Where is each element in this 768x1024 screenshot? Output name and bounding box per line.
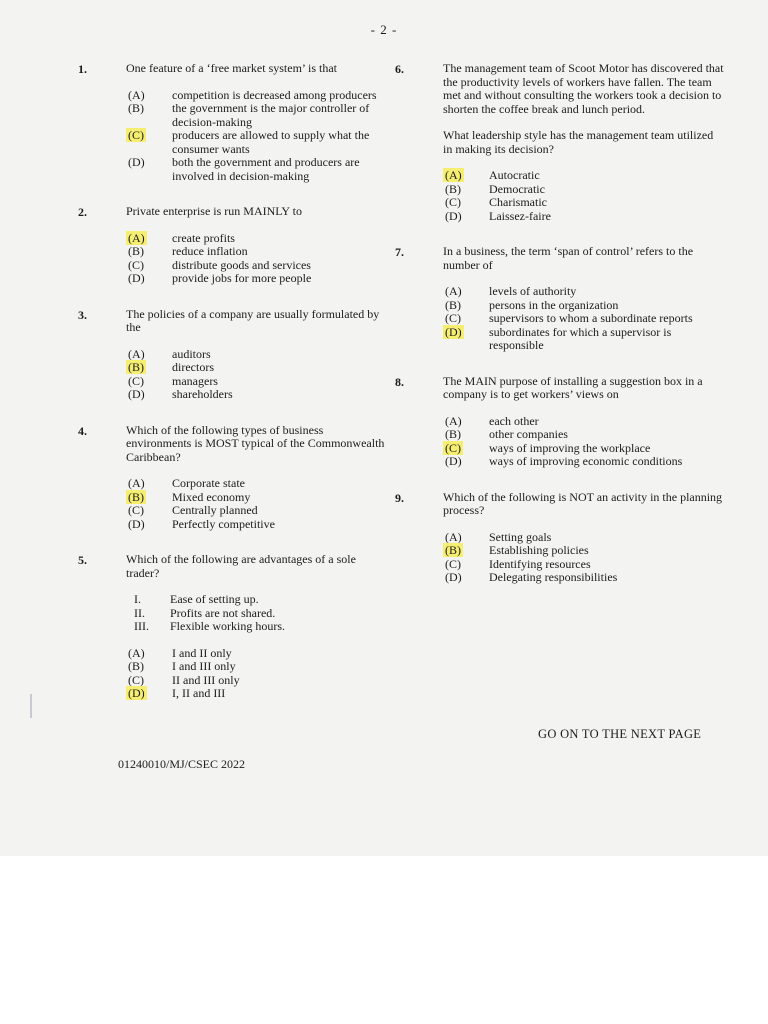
answer-option — [126, 687, 388, 701]
question-number: 7. — [395, 245, 404, 259]
option-letter: (C) — [128, 128, 144, 142]
question-stem: Private enterprise is run MAINLY to — [126, 204, 302, 218]
option-text: Setting goals — [489, 529, 552, 544]
option-label — [443, 558, 489, 572]
answer-option — [443, 183, 725, 197]
option-text: persons in the organization — [489, 297, 619, 312]
option-label — [126, 504, 172, 518]
highlighted-option-label — [443, 544, 489, 558]
answer-option — [126, 361, 388, 375]
option-label — [126, 477, 172, 491]
option-label — [126, 388, 172, 402]
question-number: 6. — [395, 62, 404, 76]
option-letter: (D) — [128, 387, 145, 401]
question-number: 2. — [78, 205, 87, 219]
question-4 — [78, 424, 388, 532]
option-letter: (A) — [445, 168, 462, 182]
highlighted-option-label — [443, 326, 489, 340]
option-letter: (B) — [128, 101, 144, 115]
option-label — [443, 415, 489, 429]
answer-option — [443, 531, 725, 545]
option-text: each other — [489, 413, 539, 428]
option-text: competition is decreased among producers — [172, 87, 377, 102]
answer-option — [443, 210, 725, 224]
answer-option — [126, 129, 388, 156]
option-text: II and III only — [172, 672, 240, 687]
option-letter: (B) — [445, 543, 461, 557]
statement-item — [126, 607, 388, 621]
question-body — [126, 62, 388, 183]
answer-option — [126, 647, 388, 661]
answer-option — [126, 102, 388, 129]
option-label — [443, 299, 489, 313]
statement-text: Flexible working hours. — [170, 619, 285, 633]
answer-option — [443, 326, 725, 353]
option-label — [443, 196, 489, 210]
statement-list — [126, 593, 388, 634]
option-text: Autocratic — [489, 168, 540, 182]
answer-option — [443, 415, 725, 429]
option-text: subordinates for which a supervisor is responsible — [489, 324, 672, 352]
option-label — [126, 647, 172, 661]
option-text: provide jobs for more people — [172, 271, 312, 285]
option-text: Perfectly competitive — [172, 516, 275, 531]
answer-option — [443, 544, 725, 558]
question-body — [443, 245, 725, 353]
option-letter: (C) — [128, 503, 144, 517]
option-list — [126, 477, 388, 531]
answer-option — [126, 232, 388, 246]
right-column — [395, 62, 725, 607]
answer-option — [126, 477, 388, 491]
option-letter: (B) — [128, 360, 144, 374]
question-number: 4. — [78, 423, 87, 438]
option-text: I and III only — [172, 659, 236, 673]
option-text: Charismatic — [489, 195, 547, 209]
question-stem: One feature of a ‘free market system’ is that — [126, 61, 338, 75]
statement-label: III. — [134, 619, 149, 633]
answer-option — [126, 388, 388, 402]
statement-text: Profits are not shared. — [170, 605, 276, 620]
option-letter: (D) — [445, 324, 462, 339]
option-label — [126, 674, 172, 688]
option-label — [443, 455, 489, 469]
answer-option — [443, 571, 725, 585]
highlighted-option-label — [126, 687, 172, 701]
option-list — [126, 647, 388, 701]
option-text: I and II only — [172, 645, 232, 660]
question-stem: The management team of Scoot Motor has discovered that the productivity levels of workers have fallen. The team met and without consulting the workers took a decision to shorten the coffee break and lunch period. — [443, 61, 724, 116]
option-label — [443, 312, 489, 326]
option-list — [443, 531, 725, 585]
option-letter: (B) — [128, 244, 144, 258]
statement-text: Ease of setting up. — [170, 592, 259, 606]
question-6 — [395, 62, 725, 223]
question-number: 8. — [395, 374, 404, 389]
question-8 — [395, 375, 725, 469]
option-text: create profits — [172, 230, 235, 245]
question-stem: Which of the following are advantages of a sole trader? — [126, 552, 356, 580]
question-number: 9. — [395, 490, 404, 505]
option-list — [443, 169, 725, 223]
option-text: both the government and producers are involved in decision-making — [172, 155, 360, 183]
option-letter: (D) — [445, 208, 462, 223]
option-text: ways of improving economic conditions — [489, 454, 683, 468]
option-letter: (A) — [445, 284, 462, 298]
question-body — [126, 553, 388, 701]
question-3 — [78, 308, 388, 402]
statement-item — [126, 593, 388, 607]
question-body — [126, 205, 388, 286]
question-7 — [395, 245, 725, 353]
option-list — [443, 415, 725, 469]
answer-option — [443, 285, 725, 299]
option-label — [126, 259, 172, 273]
option-letter: (C) — [445, 311, 461, 325]
option-label — [126, 156, 172, 170]
option-label — [126, 660, 172, 674]
question-stem-continued: What leadership style has the management team utilized in making its decision? — [443, 128, 714, 156]
option-label — [443, 285, 489, 299]
option-letter: (C) — [445, 556, 461, 571]
highlighted-option-label — [126, 491, 172, 505]
option-letter: (B) — [128, 659, 144, 673]
option-label — [126, 375, 172, 389]
question-number: 1. — [78, 62, 87, 76]
answer-option — [126, 245, 388, 259]
option-text: auditors — [172, 346, 211, 361]
go-on-next-page-text: GO ON TO THE NEXT PAGE — [538, 727, 702, 741]
question-stem: In a business, the term ‘span of control’ refers to the number of — [443, 244, 694, 272]
option-text: Delegating responsibilities — [489, 570, 618, 584]
answer-option — [443, 455, 725, 469]
question-number: 5. — [78, 553, 87, 567]
option-letter: (C) — [128, 257, 144, 272]
option-text: directors — [172, 360, 214, 374]
statement-label: I. — [134, 592, 141, 606]
option-label — [443, 571, 489, 585]
option-letter: (C) — [445, 440, 461, 455]
option-list — [126, 348, 388, 402]
highlighted-option-label — [443, 169, 489, 183]
page-number: - 2 - — [370, 22, 398, 37]
answer-option — [443, 312, 725, 326]
option-letter: (D) — [445, 570, 462, 584]
answer-option — [443, 196, 725, 210]
option-letter: (D) — [128, 686, 145, 700]
left-column — [78, 62, 388, 723]
option-text: Democratic — [489, 181, 545, 196]
option-letter: (D) — [445, 454, 462, 468]
question-9 — [395, 491, 725, 585]
option-letter: (B) — [128, 489, 144, 504]
answer-option — [126, 348, 388, 362]
option-letter: (A) — [128, 645, 145, 660]
question-stem: Which of the following types of business environments is MOST typical of the Commonwealth Caribbean? — [126, 422, 385, 464]
option-label — [443, 210, 489, 224]
option-text: producers are allowed to supply what the consumer wants — [172, 128, 370, 156]
question-stem: The policies of a company are usually formulated by the — [126, 306, 380, 334]
option-letter: (A) — [128, 476, 145, 490]
option-text: I, II and III — [172, 686, 226, 700]
option-letter: (B) — [445, 181, 461, 196]
question-2 — [78, 205, 388, 286]
option-text: Identifying resources — [489, 556, 591, 571]
option-text: the government is the major controller of decision-making — [172, 101, 370, 129]
option-letter: (D) — [128, 516, 145, 531]
option-list — [443, 285, 725, 353]
option-letter: (B) — [445, 297, 461, 312]
question-body — [126, 424, 388, 532]
option-letter: (C) — [128, 373, 144, 388]
option-list — [126, 232, 388, 286]
highlighted-option-label — [126, 232, 172, 246]
answer-option — [126, 272, 388, 286]
option-list — [126, 89, 388, 184]
question-body — [443, 375, 725, 469]
option-text: Establishing policies — [489, 543, 589, 557]
option-label — [126, 89, 172, 103]
option-label — [443, 428, 489, 442]
option-letter: (A) — [445, 529, 462, 544]
answer-option — [126, 491, 388, 505]
statement-label: II. — [134, 605, 145, 620]
answer-option — [443, 442, 725, 456]
answer-option — [126, 660, 388, 674]
option-label — [126, 518, 172, 532]
answer-option — [126, 518, 388, 532]
answer-option — [126, 156, 388, 183]
answer-option — [443, 299, 725, 313]
option-letter: (A) — [128, 230, 145, 245]
answer-option — [126, 375, 388, 389]
statement-item — [126, 620, 388, 634]
highlighted-option-label — [443, 442, 489, 456]
option-text: ways of improving the workplace — [489, 440, 651, 455]
option-label — [443, 183, 489, 197]
option-label — [126, 272, 172, 286]
highlighted-option-label — [126, 361, 172, 375]
option-label — [126, 102, 172, 116]
paper-code: 01240010/MJ/CSEC 2022 — [118, 757, 246, 771]
question-5 — [78, 553, 388, 701]
question-stem: Which of the following is NOT an activity in the planning process? — [443, 489, 723, 517]
option-label — [443, 531, 489, 545]
option-text: supervisors to whom a subordinate reports — [489, 311, 693, 325]
answer-option — [443, 428, 725, 442]
option-text: Corporate state — [172, 476, 245, 490]
option-text: shareholders — [172, 387, 233, 401]
option-text: distribute goods and services — [172, 257, 311, 272]
question-body — [443, 491, 725, 585]
option-label — [126, 348, 172, 362]
answer-option — [443, 558, 725, 572]
option-text: levels of authority — [489, 284, 577, 298]
option-text: Mixed economy — [172, 489, 251, 504]
option-letter: (C) — [128, 672, 144, 687]
option-letter: (A) — [128, 346, 145, 361]
option-letter: (D) — [128, 271, 145, 285]
highlighted-option-label — [126, 129, 172, 143]
option-text: reduce inflation — [172, 244, 248, 258]
question-body — [443, 62, 725, 223]
answer-option — [126, 259, 388, 273]
margin-stamp-mark — [30, 694, 40, 718]
option-text: Laissez-faire — [489, 208, 551, 223]
option-letter: (A) — [445, 413, 462, 428]
option-text: Centrally planned — [172, 503, 258, 517]
option-text: managers — [172, 373, 218, 388]
option-letter: (A) — [128, 87, 145, 102]
option-label — [126, 245, 172, 259]
answer-option — [126, 89, 388, 103]
question-1 — [78, 62, 388, 183]
option-letter: (B) — [445, 427, 461, 441]
answer-option — [126, 504, 388, 518]
option-letter: (D) — [128, 155, 145, 169]
answer-option — [443, 169, 725, 183]
question-stem: The MAIN purpose of installing a suggestion box in a company is to get workers’ views on — [443, 373, 703, 401]
answer-option — [126, 674, 388, 688]
question-number: 3. — [78, 307, 87, 322]
option-text: other companies — [489, 427, 568, 441]
option-letter: (C) — [445, 195, 461, 209]
question-body — [126, 308, 388, 402]
